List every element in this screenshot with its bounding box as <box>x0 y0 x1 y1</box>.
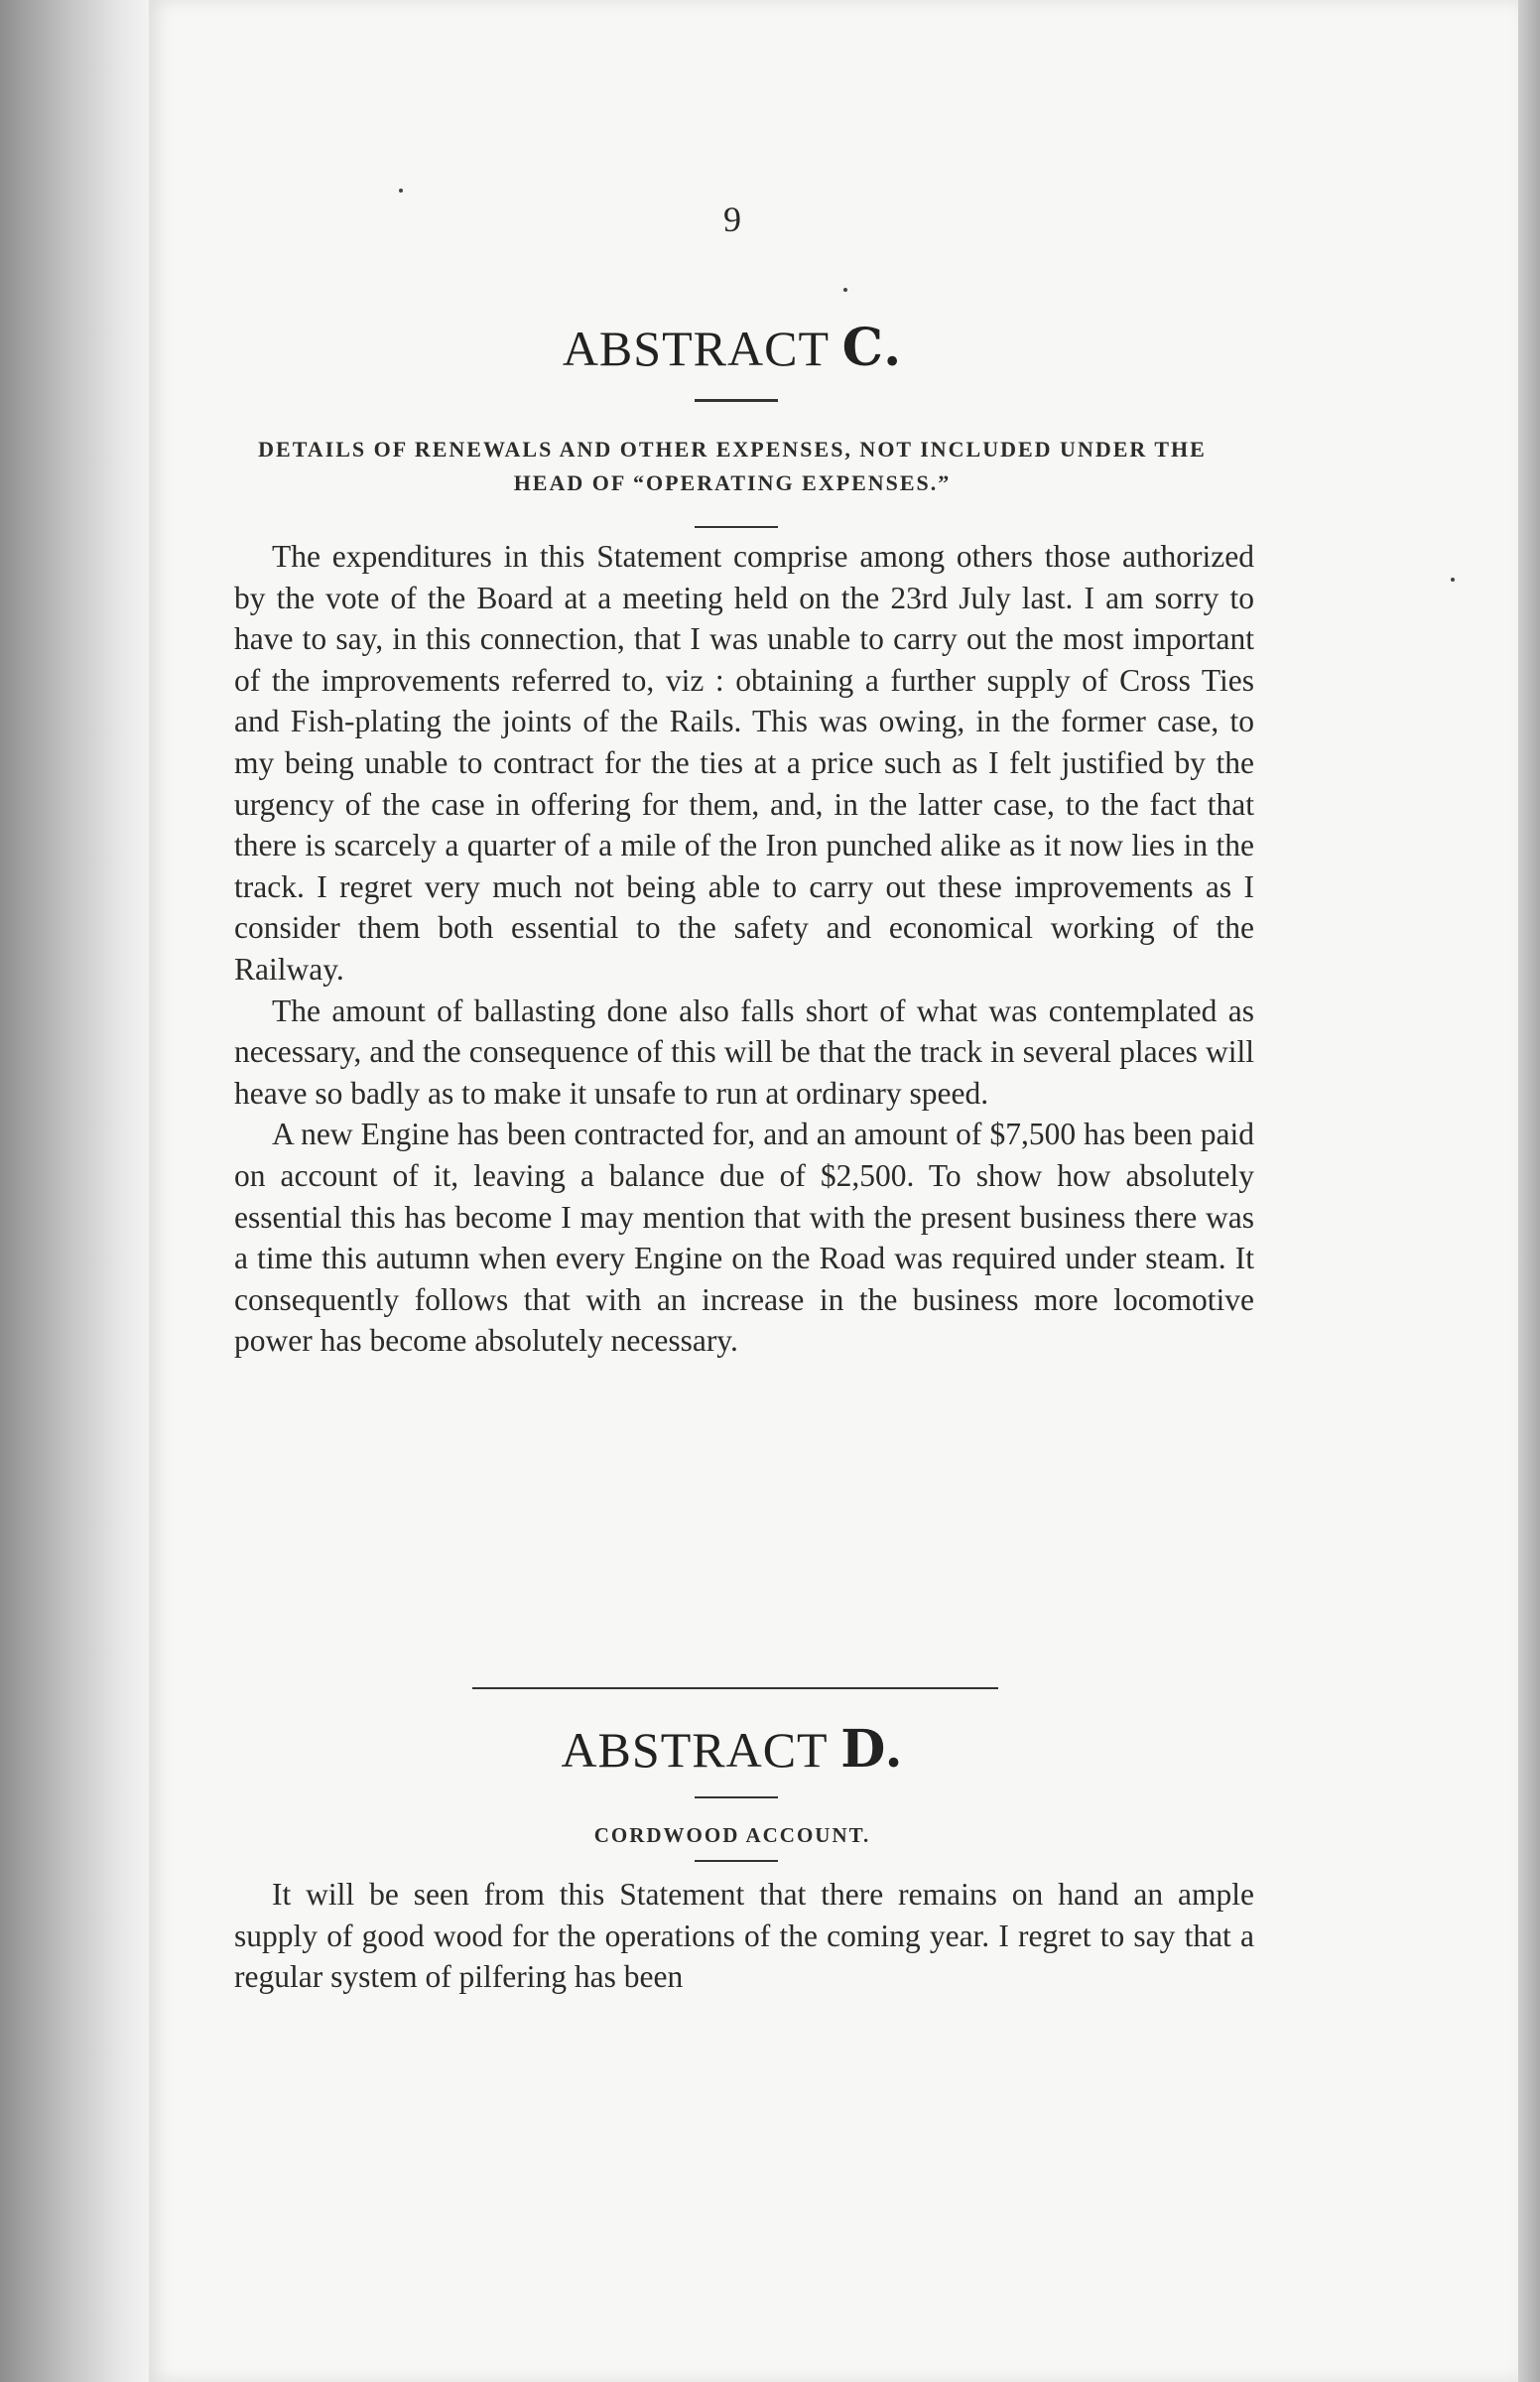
title-underline <box>695 399 778 402</box>
page-edge <box>1518 0 1540 2382</box>
abstract-d-title-text: ABSTRACT <box>561 1722 828 1778</box>
book-spine <box>0 0 149 2382</box>
abstract-c-subtitle: DETAILS OF RENEWALS AND OTHER EXPENSES, NOT INCLUDED UNDER THE HEAD OF “OPERATING EXPENSES.” <box>258 437 1207 495</box>
abstract-d-letter: D. <box>840 1719 904 1780</box>
abstract-d-subtitle: CORDWOOD ACCOUNT. <box>593 1823 871 1847</box>
paragraph: The amount of ballasting done also falls short of what was contemplated as necessary, and the consequence of this will be that the track in several places will heave so badly as to make it unsafe to run at ordinary speed. <box>234 992 1254 1111</box>
abstract-c-title <box>226 318 1238 378</box>
abstract-c-title-text: ABSTRACT <box>562 321 830 376</box>
subtitle-underline <box>695 526 778 528</box>
document-page <box>149 0 1518 2382</box>
abstract-c-body <box>234 536 1254 1362</box>
title-underline <box>695 1796 778 1798</box>
speck <box>399 189 403 193</box>
abstract-d-body <box>234 1874 1254 1998</box>
speck <box>1451 578 1455 582</box>
paragraph: The expenditures in this Statement comprise among others those authorized by the vote of the Board at a meeting held on the 23rd July last. I am sorry to have to say, in this connection, that I was unable to carry out the most important of the improvements referred to, viz : obtaining a further supply of Cross Ties and Fish-plating the joints of the Rails. This was owing, in the former case, to my being unable to contract for the ties at a price such as I felt justified by the urgency of the case in offering for them, and, in the latter case, to the fact that there is scarcely a quarter of a mile of the Iron punched alike as it now lies in the track. I regret very much not being able to carry out these improvements as I consider them both essential to the safety and economical working of the Railway. <box>234 539 1254 987</box>
paragraph: It will be seen from this Statement that there remains on hand an ample supply of good wood for the operations of the coming year. I regret to say that a regular system of pilfering has been <box>234 1877 1254 1995</box>
page-number: 9 <box>723 199 741 239</box>
speck <box>843 288 847 292</box>
subtitle-underline <box>695 1860 778 1862</box>
paragraph: A new Engine has been contracted for, and an amount of $7,500 has been paid on account of it, leaving a balance due of $2,500. To show how absolutely essential this has become I may mention that with the present business there was a time this autumn when every Engine on the Road was required under steam. It consequently follows that with an increase in the business more locomotive power has become absolutely necessary. <box>234 1117 1254 1359</box>
section-divider <box>472 1687 998 1689</box>
abstract-d-title <box>226 1719 1238 1780</box>
abstract-c-letter: C. <box>841 318 903 378</box>
